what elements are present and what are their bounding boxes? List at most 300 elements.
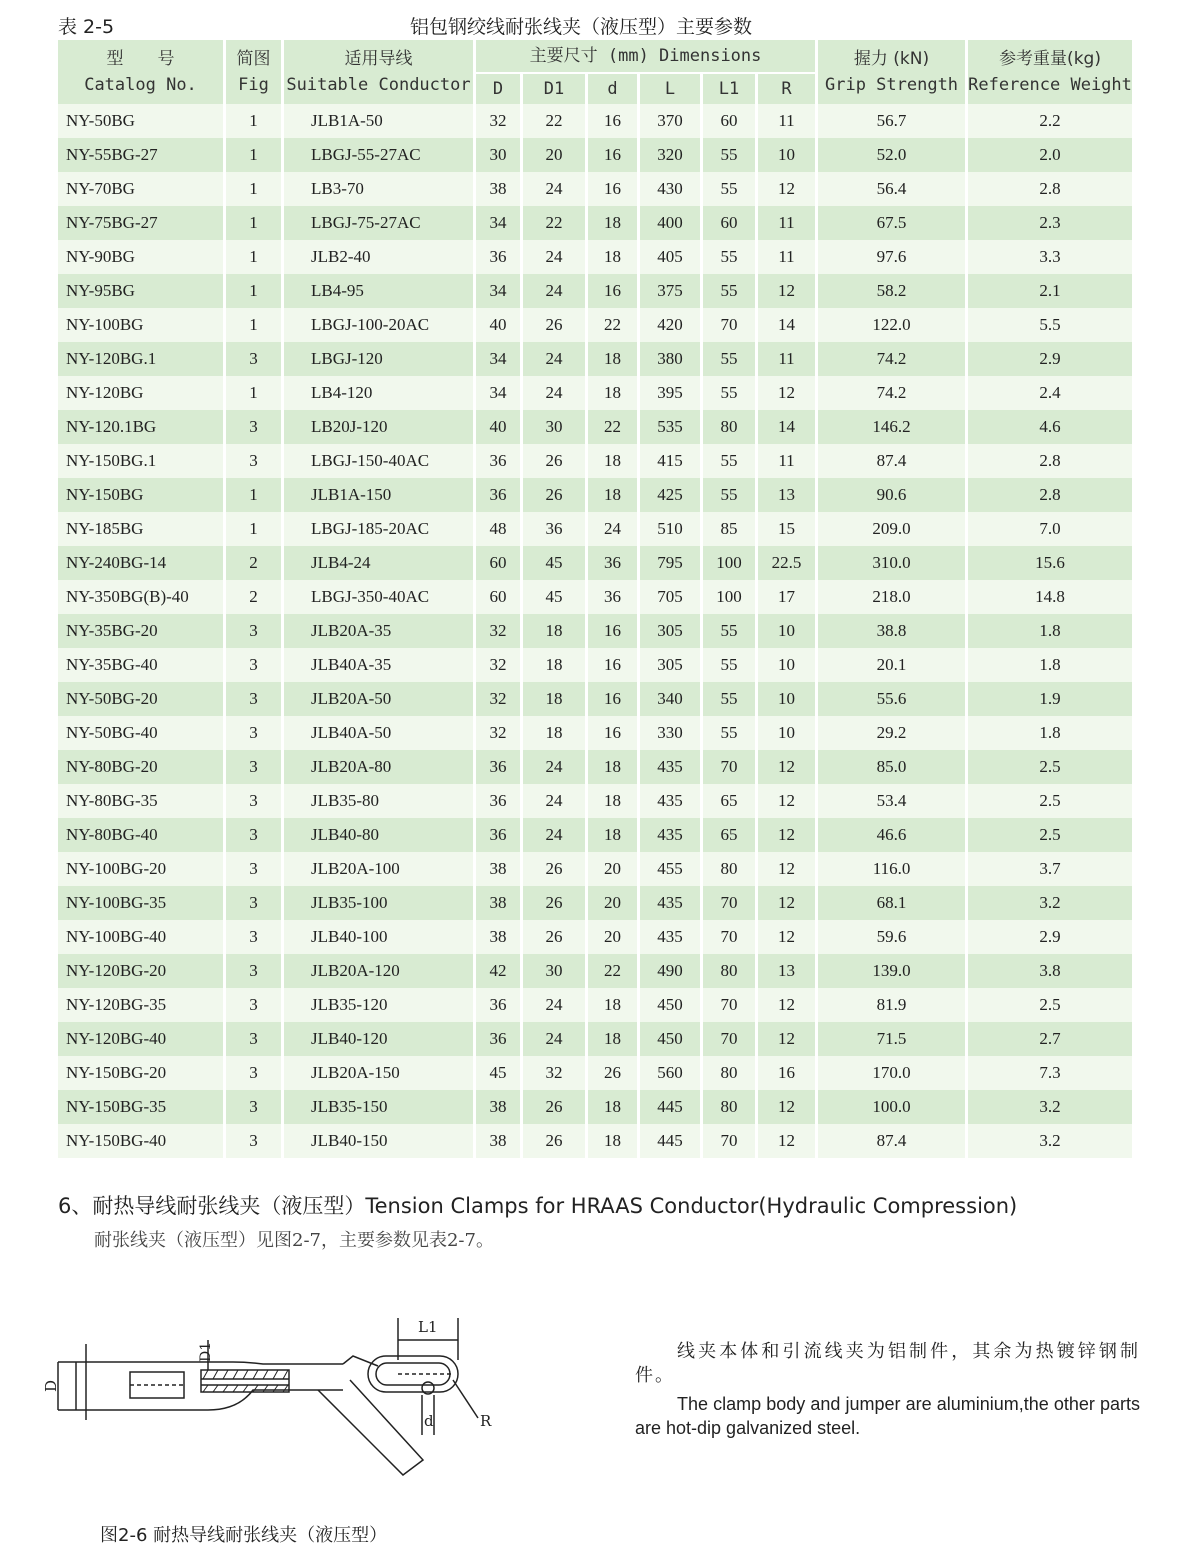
cell-dim-R: 10 [755, 138, 815, 172]
cell-dim-L: 400 [637, 206, 700, 240]
cell-dim-D1: 24 [520, 818, 585, 852]
cell-dim-D1: 45 [520, 580, 585, 614]
description-zh: 线夹本体和引流线夹为铝制件，其余为热镀锌钢制件。 [635, 1341, 1140, 1386]
table-row [58, 444, 1132, 478]
cell-fig: 3 [223, 444, 281, 478]
cell-dim-L1: 70 [700, 1124, 755, 1158]
cell-catalog: NY-120BG.1 [58, 342, 223, 376]
cell-weight: 2.9 [965, 342, 1132, 376]
cell-conductor: LBGJ-150-40AC [281, 444, 473, 478]
cell-dim-R: 12 [755, 376, 815, 410]
table-label: 表 2-5 [58, 16, 115, 38]
jumper-arm [318, 1380, 423, 1475]
cell-dim-D: 36 [473, 784, 520, 818]
header-weight-en: Reference Weight [968, 75, 1132, 95]
cell-catalog: NY-50BG [58, 104, 223, 138]
cell-dim-L: 435 [637, 784, 700, 818]
cell-dim-D1: 24 [520, 988, 585, 1022]
header-grip-en: Grip Strength [824, 75, 959, 95]
cell-catalog: NY-185BG [58, 512, 223, 546]
cell-dim-L: 450 [637, 988, 700, 1022]
cell-weight: 2.5 [965, 784, 1132, 818]
figure-caption: 图2-6 耐热导线耐张线夹（液压型） [100, 1525, 388, 1546]
header-grip [815, 40, 965, 104]
cell-dim-L: 395 [637, 376, 700, 410]
cell-dim-D1: 26 [520, 852, 585, 886]
cell-fig: 1 [223, 478, 281, 512]
cell-weight: 2.1 [965, 274, 1132, 308]
table-row [58, 1022, 1132, 1056]
table-row [58, 274, 1132, 308]
cell-dim-L1: 55 [700, 274, 755, 308]
cell-conductor: JLB35-80 [281, 784, 473, 818]
cell-fig: 2 [223, 546, 281, 580]
cell-dim-d: 24 [585, 512, 637, 546]
table-row [58, 512, 1132, 546]
cell-weight: 3.2 [965, 1124, 1132, 1158]
cell-dim-D1: 26 [520, 308, 585, 342]
cell-dim-L: 375 [637, 274, 700, 308]
cell-dim-R: 12 [755, 274, 815, 308]
cell-dim-L: 445 [637, 1090, 700, 1124]
table-row [58, 1090, 1132, 1124]
cell-conductor: JLB40-100 [281, 920, 473, 954]
cell-weight: 1.8 [965, 614, 1132, 648]
label-R: R [480, 1412, 492, 1430]
cell-dim-D1: 24 [520, 376, 585, 410]
header-conductor-en: Suitable Conductor [286, 75, 471, 95]
cell-fig: 1 [223, 376, 281, 410]
table-row [58, 954, 1132, 988]
cell-dim-L: 435 [637, 818, 700, 852]
cell-dim-D1: 26 [520, 886, 585, 920]
cell-conductor: LBGJ-100-20AC [281, 308, 473, 342]
cell-catalog: NY-120BG-35 [58, 988, 223, 1022]
cell-fig: 3 [223, 988, 281, 1022]
table-row [58, 546, 1132, 580]
cell-grip: 56.7 [815, 104, 965, 138]
cell-dim-L1: 55 [700, 478, 755, 512]
cell-dim-D1: 18 [520, 648, 585, 682]
cell-dim-D1: 24 [520, 240, 585, 274]
cell-conductor: JLB1A-50 [281, 104, 473, 138]
cell-dim-D: 38 [473, 886, 520, 920]
table-row [58, 308, 1132, 342]
cell-fig: 3 [223, 784, 281, 818]
cell-dim-D: 36 [473, 988, 520, 1022]
cell-grip: 56.4 [815, 172, 965, 206]
cell-dim-d: 26 [585, 1056, 637, 1090]
cell-dim-L: 305 [637, 648, 700, 682]
cell-dim-L: 320 [637, 138, 700, 172]
cell-dim-d: 18 [585, 1090, 637, 1124]
cell-catalog: NY-100BG-40 [58, 920, 223, 954]
cell-dim-D1: 26 [520, 478, 585, 512]
cell-dim-D1: 30 [520, 954, 585, 988]
cell-weight: 2.9 [965, 920, 1132, 954]
cell-weight: 2.8 [965, 478, 1132, 512]
spec-table-body [58, 104, 1132, 1158]
cell-dim-d: 22 [585, 410, 637, 444]
cell-fig: 3 [223, 716, 281, 750]
header-grip-zh: 握力 (kN) [853, 49, 930, 69]
cell-dim-D1: 18 [520, 614, 585, 648]
cell-fig: 3 [223, 342, 281, 376]
cell-conductor: LBGJ-120 [281, 342, 473, 376]
table-row [58, 648, 1132, 682]
header-conductor-zh: 适用导线 [344, 49, 413, 69]
cell-dim-D1: 20 [520, 138, 585, 172]
cell-catalog: NY-80BG-35 [58, 784, 223, 818]
cell-dim-L1: 70 [700, 988, 755, 1022]
cell-catalog: NY-120BG-20 [58, 954, 223, 988]
header-weight-zh: 参考重量(kg) [999, 49, 1101, 69]
header-conductor [281, 40, 473, 104]
table-row [58, 376, 1132, 410]
cell-dim-L1: 65 [700, 818, 755, 852]
cell-dim-D1: 22 [520, 104, 585, 138]
cell-grip: 87.4 [815, 444, 965, 478]
cell-dim-D1: 24 [520, 172, 585, 206]
cell-dim-R: 10 [755, 648, 815, 682]
cell-conductor: LBGJ-75-27AC [281, 206, 473, 240]
table-row [58, 614, 1132, 648]
cell-fig: 3 [223, 750, 281, 784]
cell-dim-D1: 26 [520, 1124, 585, 1158]
cell-dim-D1: 32 [520, 1056, 585, 1090]
table-row [58, 920, 1132, 954]
spec-table [58, 40, 1132, 1158]
table-row [58, 410, 1132, 444]
cell-dim-d: 20 [585, 920, 637, 954]
cell-dim-d: 16 [585, 172, 637, 206]
cell-dim-d: 18 [585, 1124, 637, 1158]
cell-dim-D1: 24 [520, 1022, 585, 1056]
header-catalog [58, 40, 223, 104]
cell-dim-R: 12 [755, 1124, 815, 1158]
cell-dim-L: 370 [637, 104, 700, 138]
cell-dim-D: 34 [473, 376, 520, 410]
cell-dim-R: 12 [755, 852, 815, 886]
cell-dim-D: 36 [473, 478, 520, 512]
cell-fig: 1 [223, 274, 281, 308]
cell-fig: 1 [223, 240, 281, 274]
cell-weight: 2.3 [965, 206, 1132, 240]
cell-dim-d: 16 [585, 138, 637, 172]
cell-fig: 1 [223, 104, 281, 138]
cell-weight: 3.2 [965, 1090, 1132, 1124]
cell-weight: 1.9 [965, 682, 1132, 716]
cell-dim-R: 12 [755, 1090, 815, 1124]
table-row [58, 750, 1132, 784]
header-fig-zh: 简图 [236, 49, 271, 69]
cell-weight: 2.2 [965, 104, 1132, 138]
table-row [58, 852, 1132, 886]
cell-weight: 1.8 [965, 648, 1132, 682]
label-d: d [424, 1412, 434, 1430]
header-fig-en: Fig [238, 75, 269, 95]
cell-dim-D: 32 [473, 716, 520, 750]
cell-grip: 55.6 [815, 682, 965, 716]
cell-conductor: JLB40A-35 [281, 648, 473, 682]
cell-grip: 68.1 [815, 886, 965, 920]
cell-fig: 3 [223, 886, 281, 920]
table-row [58, 716, 1132, 750]
header-dim-R: R [755, 72, 815, 104]
cell-dim-L1: 80 [700, 954, 755, 988]
cell-grip: 71.5 [815, 1022, 965, 1056]
cell-dim-R: 11 [755, 240, 815, 274]
cell-dim-d: 18 [585, 1022, 637, 1056]
cell-catalog: NY-120BG-40 [58, 1022, 223, 1056]
table-row [58, 104, 1132, 138]
cell-catalog: NY-100BG-35 [58, 886, 223, 920]
cell-catalog: NY-80BG-40 [58, 818, 223, 852]
cell-conductor: JLB4-24 [281, 546, 473, 580]
cell-dim-L1: 60 [700, 206, 755, 240]
cell-weight: 2.4 [965, 376, 1132, 410]
cell-conductor: JLB40-80 [281, 818, 473, 852]
clamp-diagram [42, 1300, 528, 1500]
cell-fig: 1 [223, 206, 281, 240]
cell-dim-L1: 55 [700, 682, 755, 716]
label-D1: D1 [198, 1341, 214, 1362]
cell-dim-L1: 55 [700, 342, 755, 376]
cell-dim-D: 32 [473, 614, 520, 648]
cell-dim-L1: 65 [700, 784, 755, 818]
cell-catalog: NY-35BG-20 [58, 614, 223, 648]
cell-fig: 3 [223, 818, 281, 852]
cell-dim-d: 16 [585, 614, 637, 648]
cell-fig: 3 [223, 682, 281, 716]
cell-grip: 59.6 [815, 920, 965, 954]
cell-dim-D1: 26 [520, 444, 585, 478]
cell-dim-L: 445 [637, 1124, 700, 1158]
cell-weight: 2.5 [965, 818, 1132, 852]
cell-dim-D1: 26 [520, 920, 585, 954]
table-row [58, 886, 1132, 920]
cell-dim-D1: 24 [520, 342, 585, 376]
section-heading: 6、耐热导线耐张线夹（液压型）Tension Clamps for HRAAS Conductor(Hydraulic Compression) [58, 1194, 1018, 1218]
cell-dim-L1: 70 [700, 920, 755, 954]
cell-dim-d: 18 [585, 784, 637, 818]
cell-dim-D: 32 [473, 682, 520, 716]
cell-grip: 29.2 [815, 716, 965, 750]
cell-catalog: NY-150BG [58, 478, 223, 512]
table-row [58, 240, 1132, 274]
cell-dim-D1: 18 [520, 682, 585, 716]
cell-fig: 2 [223, 580, 281, 614]
cell-dim-D1: 24 [520, 750, 585, 784]
cell-catalog: NY-95BG [58, 274, 223, 308]
table-row [58, 138, 1132, 172]
cell-dim-L1: 85 [700, 512, 755, 546]
cell-dim-L: 340 [637, 682, 700, 716]
cell-fig: 3 [223, 852, 281, 886]
cell-dim-R: 12 [755, 172, 815, 206]
cell-weight: 2.8 [965, 444, 1132, 478]
cell-dim-L1: 55 [700, 240, 755, 274]
cell-dim-L: 405 [637, 240, 700, 274]
cell-grip: 58.2 [815, 274, 965, 308]
cell-dim-D: 38 [473, 172, 520, 206]
cell-weight: 2.5 [965, 988, 1132, 1022]
cell-weight: 2.5 [965, 750, 1132, 784]
cell-conductor: LB20J-120 [281, 410, 473, 444]
cell-catalog: NY-100BG [58, 308, 223, 342]
cell-grip: 53.4 [815, 784, 965, 818]
cell-dim-D: 36 [473, 1022, 520, 1056]
cell-dim-R: 12 [755, 750, 815, 784]
cell-dim-D1: 22 [520, 206, 585, 240]
cell-grip: 74.2 [815, 376, 965, 410]
cell-fig: 3 [223, 954, 281, 988]
header-dim-D: D [473, 72, 520, 104]
cell-dim-d: 16 [585, 104, 637, 138]
header-fig [223, 40, 281, 104]
cell-dim-D: 42 [473, 954, 520, 988]
table-row [58, 172, 1132, 206]
cell-fig: 3 [223, 648, 281, 682]
cell-dim-d: 18 [585, 376, 637, 410]
table-row [58, 682, 1132, 716]
cell-grip: 67.5 [815, 206, 965, 240]
cell-dim-R: 11 [755, 342, 815, 376]
cell-dim-L1: 55 [700, 648, 755, 682]
cell-dim-D: 34 [473, 342, 520, 376]
cell-dim-R: 13 [755, 954, 815, 988]
cell-catalog: NY-80BG-20 [58, 750, 223, 784]
cell-dim-R: 12 [755, 784, 815, 818]
cell-conductor: JLB2-40 [281, 240, 473, 274]
cell-fig: 3 [223, 920, 281, 954]
cell-dim-d: 16 [585, 716, 637, 750]
table-row [58, 1124, 1132, 1158]
description-en: The clamp body and jumper are aluminium,the other parts are hot-dip galvanized steel. [635, 1394, 1140, 1438]
cell-grip: 100.0 [815, 1090, 965, 1124]
cell-catalog: NY-50BG-20 [58, 682, 223, 716]
cell-dim-L1: 60 [700, 104, 755, 138]
cell-weight: 2.8 [965, 172, 1132, 206]
section-subtext: 耐张线夹（液压型）见图2-7，主要参数见表2-7。 [94, 1230, 494, 1251]
cell-dim-L: 535 [637, 410, 700, 444]
cell-dim-d: 18 [585, 206, 637, 240]
cell-conductor: JLB20A-50 [281, 682, 473, 716]
cell-dim-R: 14 [755, 410, 815, 444]
cell-weight: 3.3 [965, 240, 1132, 274]
cell-catalog: NY-150BG.1 [58, 444, 223, 478]
cell-grip: 218.0 [815, 580, 965, 614]
cell-dim-L1: 80 [700, 1056, 755, 1090]
cell-catalog: NY-120.1BG [58, 410, 223, 444]
cell-conductor: JLB20A-120 [281, 954, 473, 988]
cell-dim-d: 20 [585, 886, 637, 920]
cell-dim-R: 15 [755, 512, 815, 546]
cell-dim-D1: 26 [520, 1090, 585, 1124]
cell-grip: 20.1 [815, 648, 965, 682]
cell-grip: 46.6 [815, 818, 965, 852]
cell-catalog: NY-55BG-27 [58, 138, 223, 172]
cell-weight: 3.8 [965, 954, 1132, 988]
cell-dim-d: 36 [585, 580, 637, 614]
cell-dim-L: 415 [637, 444, 700, 478]
cell-dim-D: 36 [473, 750, 520, 784]
cell-dim-D1: 36 [520, 512, 585, 546]
cell-weight: 14.8 [965, 580, 1132, 614]
cell-dim-L: 705 [637, 580, 700, 614]
cell-dim-R: 11 [755, 104, 815, 138]
cell-catalog: NY-150BG-35 [58, 1090, 223, 1124]
header-dimensions: 主要尺寸 (mm) Dimensions [473, 40, 815, 72]
cell-dim-L: 425 [637, 478, 700, 512]
cell-grip: 90.6 [815, 478, 965, 512]
cell-fig: 1 [223, 172, 281, 206]
cell-dim-D1: 30 [520, 410, 585, 444]
cell-dim-D: 45 [473, 1056, 520, 1090]
cell-weight: 15.6 [965, 546, 1132, 580]
cell-catalog: NY-150BG-20 [58, 1056, 223, 1090]
cell-catalog: NY-35BG-40 [58, 648, 223, 682]
label-L1: L1 [418, 1318, 438, 1336]
table-row [58, 784, 1132, 818]
cell-grip: 310.0 [815, 546, 965, 580]
cell-fig: 3 [223, 1022, 281, 1056]
table-row [58, 478, 1132, 512]
cell-dim-L1: 70 [700, 750, 755, 784]
cell-dim-R: 12 [755, 1022, 815, 1056]
cell-dim-L: 435 [637, 750, 700, 784]
cell-conductor: LBGJ-55-27AC [281, 138, 473, 172]
cell-dim-D: 40 [473, 410, 520, 444]
cell-catalog: NY-50BG-40 [58, 716, 223, 750]
cell-grip: 122.0 [815, 308, 965, 342]
cell-weight: 1.8 [965, 716, 1132, 750]
cell-dim-R: 12 [755, 920, 815, 954]
table-row [58, 818, 1132, 852]
cell-dim-D: 38 [473, 1090, 520, 1124]
cell-dim-d: 36 [585, 546, 637, 580]
header-dim-D1: D1 [520, 72, 585, 104]
cell-grip: 81.9 [815, 988, 965, 1022]
header-dim-L: L [637, 72, 700, 104]
cell-conductor: LB4-120 [281, 376, 473, 410]
cell-weight: 3.7 [965, 852, 1132, 886]
cell-conductor: JLB35-150 [281, 1090, 473, 1124]
cell-dim-R: 16 [755, 1056, 815, 1090]
header-dim-L1: L1 [700, 72, 755, 104]
cell-dim-R: 10 [755, 614, 815, 648]
cell-grip: 116.0 [815, 852, 965, 886]
cell-dim-d: 16 [585, 274, 637, 308]
cell-dim-d: 18 [585, 444, 637, 478]
cell-weight: 7.0 [965, 512, 1132, 546]
cell-dim-L1: 80 [700, 852, 755, 886]
cell-grip: 97.6 [815, 240, 965, 274]
cell-dim-L: 795 [637, 546, 700, 580]
cell-dim-R: 14 [755, 308, 815, 342]
cell-dim-d: 22 [585, 308, 637, 342]
table-row [58, 1056, 1132, 1090]
cell-dim-d: 18 [585, 750, 637, 784]
cell-dim-D: 36 [473, 444, 520, 478]
cell-grip: 87.4 [815, 1124, 965, 1158]
cell-dim-L1: 100 [700, 580, 755, 614]
cell-catalog: NY-240BG-14 [58, 546, 223, 580]
cell-weight: 2.0 [965, 138, 1132, 172]
cell-dim-D: 60 [473, 580, 520, 614]
cell-dim-L: 380 [637, 342, 700, 376]
cell-fig: 3 [223, 410, 281, 444]
